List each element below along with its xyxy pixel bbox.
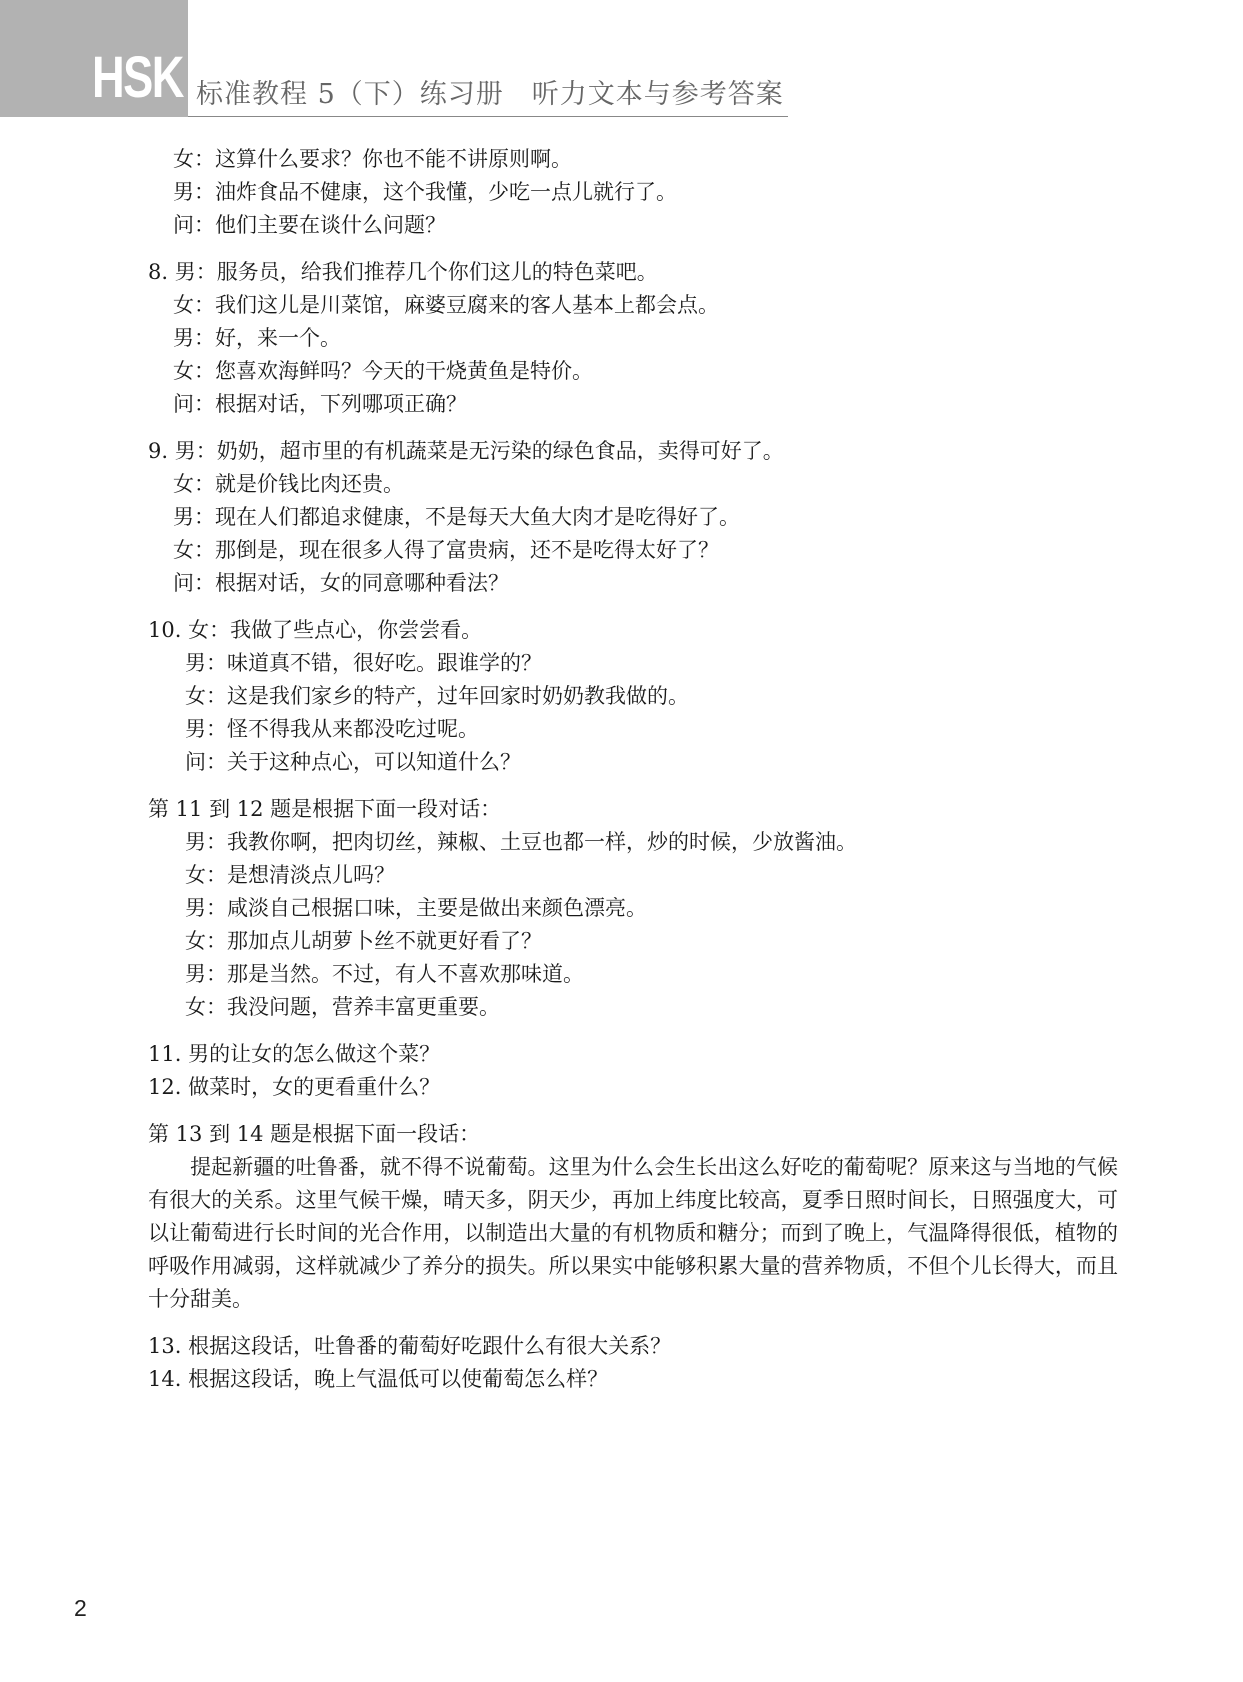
questions-13-14 bbox=[148, 1330, 1118, 1396]
dialogue-line: 男：我教你啊，把肉切丝，辣椒、土豆也都一样，炒的时候，少放酱油。 bbox=[185, 830, 857, 854]
dialogue-line: 女：就是价钱比肉还贵。 bbox=[173, 472, 404, 496]
hsk-logo: HSK bbox=[92, 45, 183, 110]
dialogue-block-9 bbox=[148, 435, 1118, 600]
question-14: 14. 根据这段话，晚上气温低可以使葡萄怎么样？ bbox=[148, 1367, 609, 1391]
dialogue-block-10 bbox=[148, 614, 1118, 779]
dialogue-line: 女：那倒是，现在很多人得了富贵病，还不是吃得太好了？ bbox=[173, 538, 719, 562]
questions-11-12 bbox=[148, 1038, 1118, 1104]
dialogue-line: 男：现在人们都追求健康，不是每天大鱼大肉才是吃得好了。 bbox=[173, 505, 740, 529]
dialogue-line: 男：怪不得我从来都没吃过呢。 bbox=[185, 717, 479, 741]
question-13: 13. 根据这段话，吐鲁番的葡萄好吃跟什么有很大关系？ bbox=[148, 1334, 672, 1358]
question-12: 12. 做菜时，女的更看重什么？ bbox=[148, 1075, 441, 1099]
dialogue-line: 女：您喜欢海鲜吗？今天的干烧黄鱼是特价。 bbox=[173, 359, 593, 383]
dialogue-line: 女：我没问题，营养丰富更重要。 bbox=[185, 995, 500, 1019]
question-10-first-line: 10. 女：我做了些点心，你尝尝看。 bbox=[148, 618, 483, 642]
dialogue-line: 女：这算什么要求？你也不能不讲原则啊。 bbox=[173, 147, 572, 171]
page-content bbox=[148, 143, 1118, 1396]
dialogue-line: 问：他们主要在谈什么问题？ bbox=[173, 213, 446, 237]
passage-paragraph bbox=[148, 1151, 1118, 1316]
dialogue-line: 女：是想清淡点儿吗？ bbox=[185, 863, 395, 887]
question-9-first-line: 9. 男：奶奶，超市里的有机蔬菜是无污染的绿色食品，卖得可好了。 bbox=[148, 439, 784, 463]
header-divider bbox=[188, 116, 788, 117]
dialogue-line: 问：根据对话，女的同意哪种看法？ bbox=[173, 571, 509, 595]
passage-block-13-14 bbox=[148, 1118, 1118, 1316]
dialogue-block-8 bbox=[148, 256, 1118, 421]
dialogue-line: 女：这是我们家乡的特产，过年回家时奶奶教我做的。 bbox=[185, 684, 689, 708]
page-number: 2 bbox=[74, 1595, 87, 1621]
question-8-first-line: 8. 男：服务员，给我们推荐几个你们这儿的特色菜吧。 bbox=[148, 260, 658, 284]
hsk-logo-box bbox=[0, 0, 188, 117]
dialogue-line: 男：味道真不错，很好吃。跟谁学的？ bbox=[185, 651, 542, 675]
section-intro-11-12: 第 11 到 12 题是根据下面一段对话： bbox=[148, 797, 502, 821]
dialogue-line: 问：关于这种点心，可以知道什么？ bbox=[185, 750, 521, 774]
dialogue-line: 问：根据对话，下列哪项正确？ bbox=[173, 392, 467, 416]
dialogue-block-7 bbox=[148, 143, 1118, 242]
dialogue-line: 女：那加点儿胡萝卜丝不就更好看了？ bbox=[185, 929, 542, 953]
dialogue-block-11-12 bbox=[148, 793, 1118, 1024]
dialogue-line: 男：好，来一个。 bbox=[173, 326, 341, 350]
dialogue-line: 女：我们这儿是川菜馆，麻婆豆腐来的客人基本上都会点。 bbox=[173, 293, 719, 317]
question-11: 11. 男的让女的怎么做这个菜？ bbox=[148, 1042, 441, 1066]
dialogue-line: 男：油炸食品不健康，这个我懂，少吃一点儿就行了。 bbox=[173, 180, 677, 204]
section-intro-13-14: 第 13 到 14 题是根据下面一段话： bbox=[148, 1122, 481, 1146]
dialogue-line: 男：那是当然。不过，有人不喜欢那味道。 bbox=[185, 962, 584, 986]
dialogue-line: 男：咸淡自己根据口味，主要是做出来颜色漂亮。 bbox=[185, 896, 647, 920]
passage-text: 提起新疆的吐鲁番，就不得不说葡萄。这里为什么会生长出这么好吃的葡萄呢？原来这与当地的气候有很大的关系。这里气候干燥，晴天多，阴天少，再加上纬度比较高，夏季日照时间长，日照强度大，可以让葡萄进行长时间的光合作用，以制造出大量的有机物质和糖分；而到了晚上，气温降得很低，植物的呼吸作用减弱，这样就减少了养分的损失。所以果实中能够积累大量的营养物质，不但个儿长得大，而且十分甜美。 bbox=[148, 1155, 1118, 1311]
page-header-title: 标准教程 5（下）练习册 听力文本与参考答案 bbox=[196, 79, 784, 110]
